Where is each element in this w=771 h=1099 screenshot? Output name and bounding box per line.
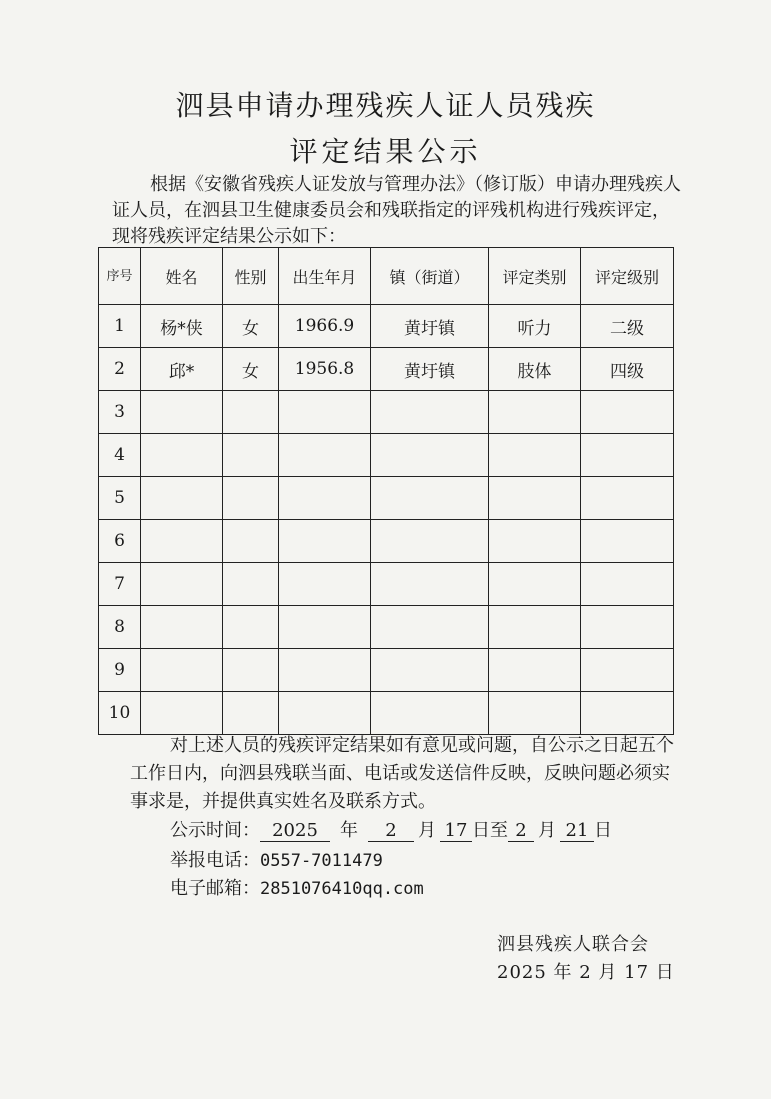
cell-birth: 1956.8	[279, 348, 371, 391]
signature-org: 泗县残疾人联合会	[497, 934, 649, 955]
cell-town	[371, 692, 489, 735]
cell-town	[371, 649, 489, 692]
cell-town	[371, 391, 489, 434]
cell-birth: 1966.9	[279, 305, 371, 348]
table-row	[99, 563, 674, 606]
cell-seq: 7	[99, 563, 141, 606]
period-label: 公示时间：	[170, 820, 260, 841]
period-end-month-unit: 月	[538, 820, 556, 841]
table-row	[99, 477, 674, 520]
cell-seq: 2	[99, 348, 141, 391]
period-start-month: 2	[368, 820, 414, 842]
cell-category	[489, 606, 581, 649]
cell-gender	[223, 477, 279, 520]
cell-category	[489, 520, 581, 563]
cell-gender	[223, 391, 279, 434]
table-row	[99, 606, 674, 649]
result-table	[98, 247, 674, 735]
document-title-line1: 泗县申请办理残疾人证人员残疾	[175, 89, 596, 122]
cell-name	[141, 563, 223, 606]
cell-town	[371, 520, 489, 563]
cell-level: 四级	[581, 348, 674, 391]
table-header-row	[99, 248, 674, 305]
cell-seq: 8	[99, 606, 141, 649]
cell-birth	[279, 520, 371, 563]
header-birth: 出生年月	[279, 248, 371, 305]
table-row	[99, 305, 674, 348]
cell-category	[489, 391, 581, 434]
cell-category: 听力	[489, 305, 581, 348]
cell-seq: 1	[99, 305, 141, 348]
period-end-month: 2	[508, 820, 534, 842]
cell-gender	[223, 563, 279, 606]
document-title-line2: 评定结果公示	[289, 135, 482, 168]
cell-level: 二级	[581, 305, 674, 348]
cell-name	[141, 520, 223, 563]
cell-town	[371, 563, 489, 606]
cell-gender	[223, 520, 279, 563]
header-name: 姓名	[141, 248, 223, 305]
cell-gender: 女	[223, 305, 279, 348]
cell-category	[489, 434, 581, 477]
cell-seq: 5	[99, 477, 141, 520]
cell-level	[581, 606, 674, 649]
cell-birth	[279, 434, 371, 477]
period-year-unit: 年	[340, 820, 358, 841]
cell-birth	[279, 649, 371, 692]
cell-gender	[223, 434, 279, 477]
period-start-year: 2025	[260, 820, 330, 842]
cell-seq: 4	[99, 434, 141, 477]
period-end-day: 21	[560, 820, 594, 842]
cell-name	[141, 477, 223, 520]
cell-level	[581, 391, 674, 434]
cell-name: 杨*侠	[141, 305, 223, 348]
cell-level	[581, 520, 674, 563]
cell-town: 黄圩镇	[371, 305, 489, 348]
cell-level	[581, 477, 674, 520]
header-category: 评定类别	[489, 248, 581, 305]
table-row	[99, 649, 674, 692]
cell-birth	[279, 606, 371, 649]
cell-name	[141, 649, 223, 692]
cell-seq: 3	[99, 391, 141, 434]
cell-gender: 女	[223, 348, 279, 391]
header-gender: 性别	[223, 248, 279, 305]
report-phone	[170, 846, 383, 872]
cell-gender	[223, 606, 279, 649]
period-month-unit: 月	[418, 820, 436, 841]
cell-name	[141, 692, 223, 735]
header-seq: 序号	[99, 248, 141, 305]
cell-birth	[279, 563, 371, 606]
cell-birth	[279, 391, 371, 434]
header-level: 评定级别	[581, 248, 674, 305]
cell-level	[581, 692, 674, 735]
cell-seq: 10	[99, 692, 141, 735]
intro-paragraph	[112, 172, 682, 250]
notice-text: 对上述人员的残疾评定结果如有意见或问题，自公示之日起五个工作日内，向泗县残联当面、电话或发送信件反映，反映问题必须实事求是，并提供真实姓名及联系方式。	[130, 735, 674, 812]
table-row	[99, 391, 674, 434]
cell-birth	[279, 692, 371, 735]
cell-gender	[223, 649, 279, 692]
period-start-day: 17	[440, 820, 472, 842]
period-day-unit: 日	[594, 820, 612, 841]
cell-level	[581, 434, 674, 477]
cell-town	[371, 606, 489, 649]
cell-seq: 9	[99, 649, 141, 692]
cell-name	[141, 391, 223, 434]
cell-seq: 6	[99, 520, 141, 563]
cell-category	[489, 649, 581, 692]
header-town: 镇（街道）	[371, 248, 489, 305]
cell-category	[489, 692, 581, 735]
cell-category	[489, 563, 581, 606]
phone-value: 0557-7011479	[260, 851, 383, 871]
intro-text: 根据《安徽省残疾人证发放与管理办法》（修订版）申请办理残疾人证人员，在泗县卫生健康委员会和残联指定的评残机构进行残疾评定，现将残疾评定结果公示如下：	[112, 174, 681, 247]
cell-level	[581, 649, 674, 692]
cell-birth	[279, 477, 371, 520]
email-value: 2851076410qq.com	[260, 879, 424, 899]
period-to: 日至	[472, 820, 508, 841]
table-row	[99, 520, 674, 563]
signature-date: 2025 年 2 月 17 日	[497, 962, 675, 983]
notice-paragraph	[130, 732, 685, 816]
report-email	[170, 874, 424, 900]
cell-name: 邱*	[141, 348, 223, 391]
cell-gender	[223, 692, 279, 735]
table-row	[99, 434, 674, 477]
cell-category: 肢体	[489, 348, 581, 391]
cell-town	[371, 477, 489, 520]
cell-category	[489, 477, 581, 520]
publicity-period	[170, 816, 612, 842]
cell-name	[141, 606, 223, 649]
phone-label: 举报电话：	[170, 850, 260, 871]
email-label: 电子邮箱：	[170, 878, 260, 899]
table-row	[99, 348, 674, 391]
cell-town: 黄圩镇	[371, 348, 489, 391]
cell-name	[141, 434, 223, 477]
cell-town	[371, 434, 489, 477]
table-row	[99, 692, 674, 735]
cell-level	[581, 563, 674, 606]
